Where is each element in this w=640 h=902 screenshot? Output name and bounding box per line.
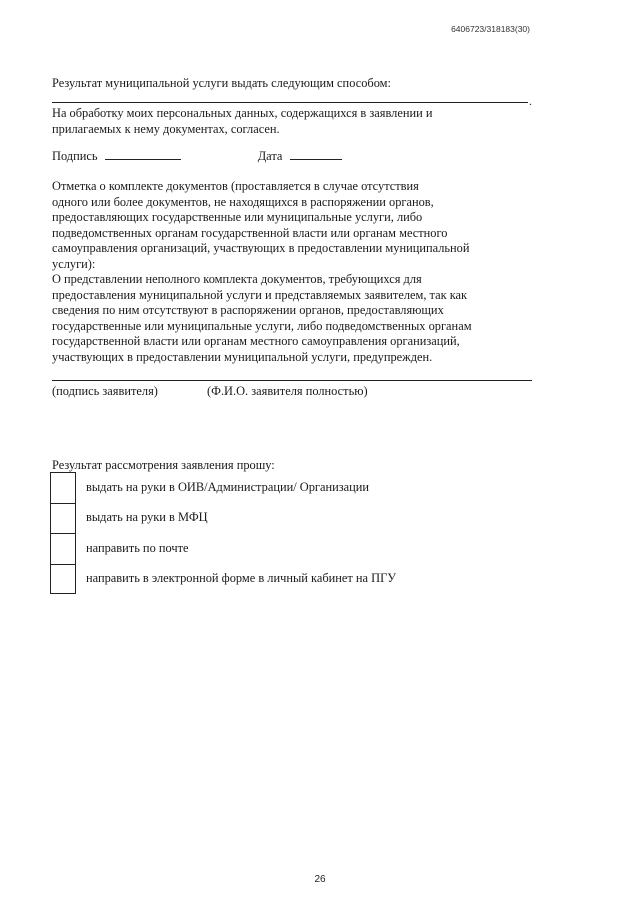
option-row [50, 472, 396, 503]
note-line: подведомственных органам государственной власти или органам местного [52, 225, 448, 240]
note-line: услуги): [52, 256, 96, 271]
note-line: государственной власти или органам местного самоуправления организаций, [52, 334, 460, 348]
applicant-sign-labels [52, 384, 368, 399]
signature-label: Подпись [52, 149, 98, 163]
option-label: направить в электронной форме в личный кабинет на ПГУ [86, 571, 397, 586]
note-line: участвующих в предоставлении муниципальной услуги, предупрежден. [52, 349, 433, 364]
option-row [50, 533, 396, 564]
applicant-signature-blank[interactable] [52, 380, 532, 381]
signature-date-row [52, 149, 342, 164]
result-method-label: Результат муниципальной услуги выдать следующим способом: [52, 76, 391, 90]
option-label: направить по почте [86, 540, 189, 555]
note-line: предоставления муниципальной услуги и представляемых заявителем, так как [52, 287, 468, 302]
note-line: предоставляющих государственные или муниципальные услуги, либо [52, 210, 423, 224]
consent-line: прилагаемых к нему документах, согласен. [52, 121, 280, 136]
option-label: выдать на руки в МФЦ [86, 510, 208, 525]
consent-text [52, 106, 432, 137]
signature-blank[interactable] [105, 149, 181, 160]
option-row [50, 564, 396, 595]
note-line: сведения по ним отсутствуют в распоряжении органов, предоставляющих [52, 303, 444, 317]
result-method-period: . [529, 94, 532, 108]
documents-note [52, 179, 472, 365]
applicant-signature-label: (подпись заявителя) [52, 384, 158, 398]
review-result-title: Результат рассмотрения заявления прошу: [52, 458, 275, 472]
note-line: О представлении неполного комплекта документов, требующихся для [52, 272, 422, 286]
page-number: 26 [314, 874, 326, 885]
note-line: государственные или муниципальные услуги, либо подведомственных органам [52, 318, 472, 333]
option-row [50, 503, 396, 534]
applicant-fullname-label: (Ф.И.О. заявителя полностью) [207, 384, 368, 398]
option-label: выдать на руки в ОИВ/Администрации/ Организации [86, 479, 370, 494]
consent-line: На обработку моих персональных данных, содержащихся в заявлении и [52, 106, 433, 120]
note-line: самоуправления организаций, участвующих в предоставлении муниципальной [52, 241, 470, 255]
review-options [50, 472, 396, 594]
option-checkbox[interactable] [50, 503, 76, 534]
date-blank[interactable] [290, 149, 342, 160]
date-label: Дата [257, 149, 283, 163]
result-method-blank[interactable] [52, 102, 528, 103]
document-id: 6406723/318183(30) [451, 24, 530, 34]
option-checkbox[interactable] [50, 533, 76, 564]
note-line: Отметка о комплекте документов (проставляется в случае отсутствия [52, 179, 419, 193]
option-checkbox[interactable] [50, 564, 76, 595]
option-checkbox[interactable] [50, 472, 76, 503]
note-line: одного или более документов, не находящихся в распоряжении органов, [52, 194, 434, 209]
